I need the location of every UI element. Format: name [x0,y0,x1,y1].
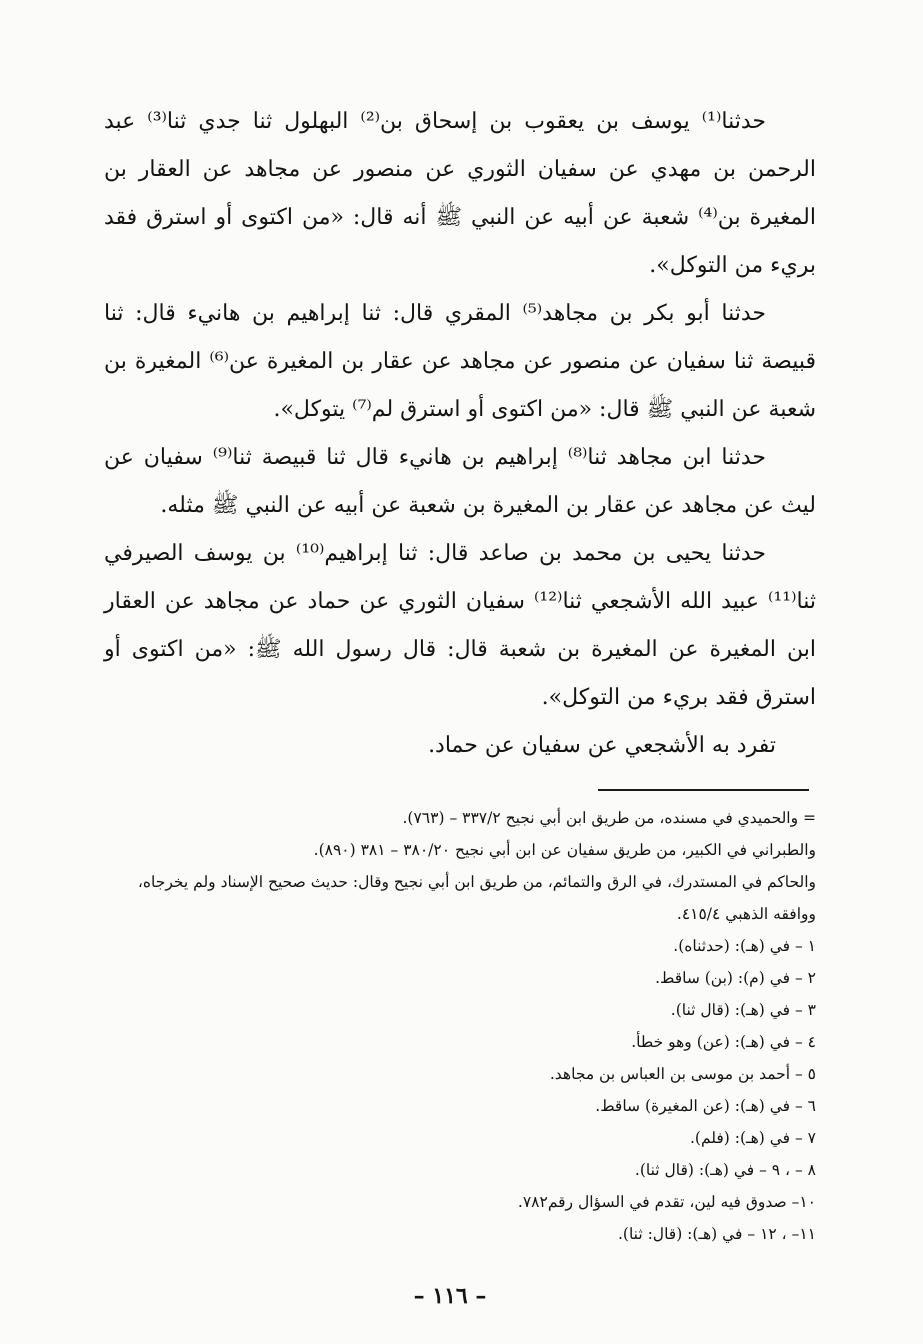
footnote-separator [598,789,809,791]
footnote: ٧ – في (هـ): (فلم). [689,1129,816,1147]
footnote-continuation: والطبراني في الكبير، من طريق سفيان عن ابن أبي نجيح ٣٨٠/٢٠ – ٣٨١ (٨٩٠). [313,841,816,859]
hadith-paragraph: حدثنا ابن مجاهد ثنا⁽⁸⁾ إبراهيم بن هانيء قال ثنا قبيصة ثنا⁽⁹⁾ سفيان عن ليث عن مجاهد عن عقار بن المغيرة بن شعبة عن أبيه عن النبي ﷺ مثله. [104,445,816,518]
footnote-continuation: والحاكم في المستدرك، في الرق والتمائم، من طريق ابن أبي نجيح وقال: حديث صحيح الإسناد ولم يخرجاه، [137,873,816,891]
page-number: – ١١٦ – [413,1283,487,1309]
hadith-paragraph: حدثنا يحيى بن محمد بن صاعد قال: ثنا إبراهيم⁽¹⁰⁾ بن يوسف الصيرفي ثنا⁽¹¹⁾ عبيد الله الأشجعي ثنا⁽¹²⁾ سفيان الثوري عن حماد عن مجاهد عن العقار ابن المغيرة عن المغيرة بن شعبة قال: قال رسول الله ﷺ: «من اكتوى أو استرق فقد بريء من التوكل». [104,541,816,710]
footnote: ٣ – في (هـ): (قال ثنا). [670,1001,816,1019]
closing-remark: تفرد به الأشجعي عن سفيان عن حماد. [428,733,776,758]
footnote-continuation: ووافقه الذهبي ٤١٥/٤. [676,905,816,923]
footnote: ١٠– صدوق فيه لين، تقدم في السؤال رقم٧٨٢. [517,1193,816,1211]
footnote: ٢ – في (م): (بن) ساقط. [655,969,816,987]
footnote: ١١– ، ١٢ – في (هـ): (قال: ثنا). [617,1225,816,1243]
footnote: ٥ – أحمد بن موسى بن العباس بن مجاهد. [549,1065,816,1083]
footnote: ٤ – في (هـ): (عن) وهو خطأ. [631,1033,816,1051]
footnote-continuation: = والحميدي في مسنده، من طريق ابن أبي نجيح ٣٣٧/٢ – (٧٦٣). [402,809,816,827]
footnote: ١ – في (هـ): (حدثناه). [673,937,816,955]
hadith-paragraph: حدثنا أبو بكر بن مجاهد⁽⁵⁾ المقري قال: ثنا إبراهيم بن هانيء قال: ثنا قبيصة ثنا سفيان عن منصور عن مجاهد عن عقار بن المغيرة عن⁽⁶⁾ المغيرة بن شعبة عن النبي ﷺ قال: «من اكتوى أو استرق لم⁽⁷⁾ يتوكل». [104,301,816,422]
hadith-paragraph: حدثنا⁽¹⁾ يوسف بن يعقوب بن إسحاق بن⁽²⁾ البهلول ثنا جدي ثنا⁽³⁾ عبد الرحمن بن مهدي عن سفيان الثوري عن منصور عن مجاهد عن العقار بن المغيرة بن⁽⁴⁾ شعبة عن أبيه عن النبي ﷺ أنه قال: «من اكتوى أو استرق فقد بريء من التوكل». [104,109,816,278]
footnotes [100,802,816,1250]
footnote: ٨ – ، ٩ – في (هـ): (قال ثنا). [634,1161,816,1179]
main-text [104,98,816,770]
footnote: ٦ – في (هـ): (عن المغيرة) ساقط. [595,1097,816,1115]
